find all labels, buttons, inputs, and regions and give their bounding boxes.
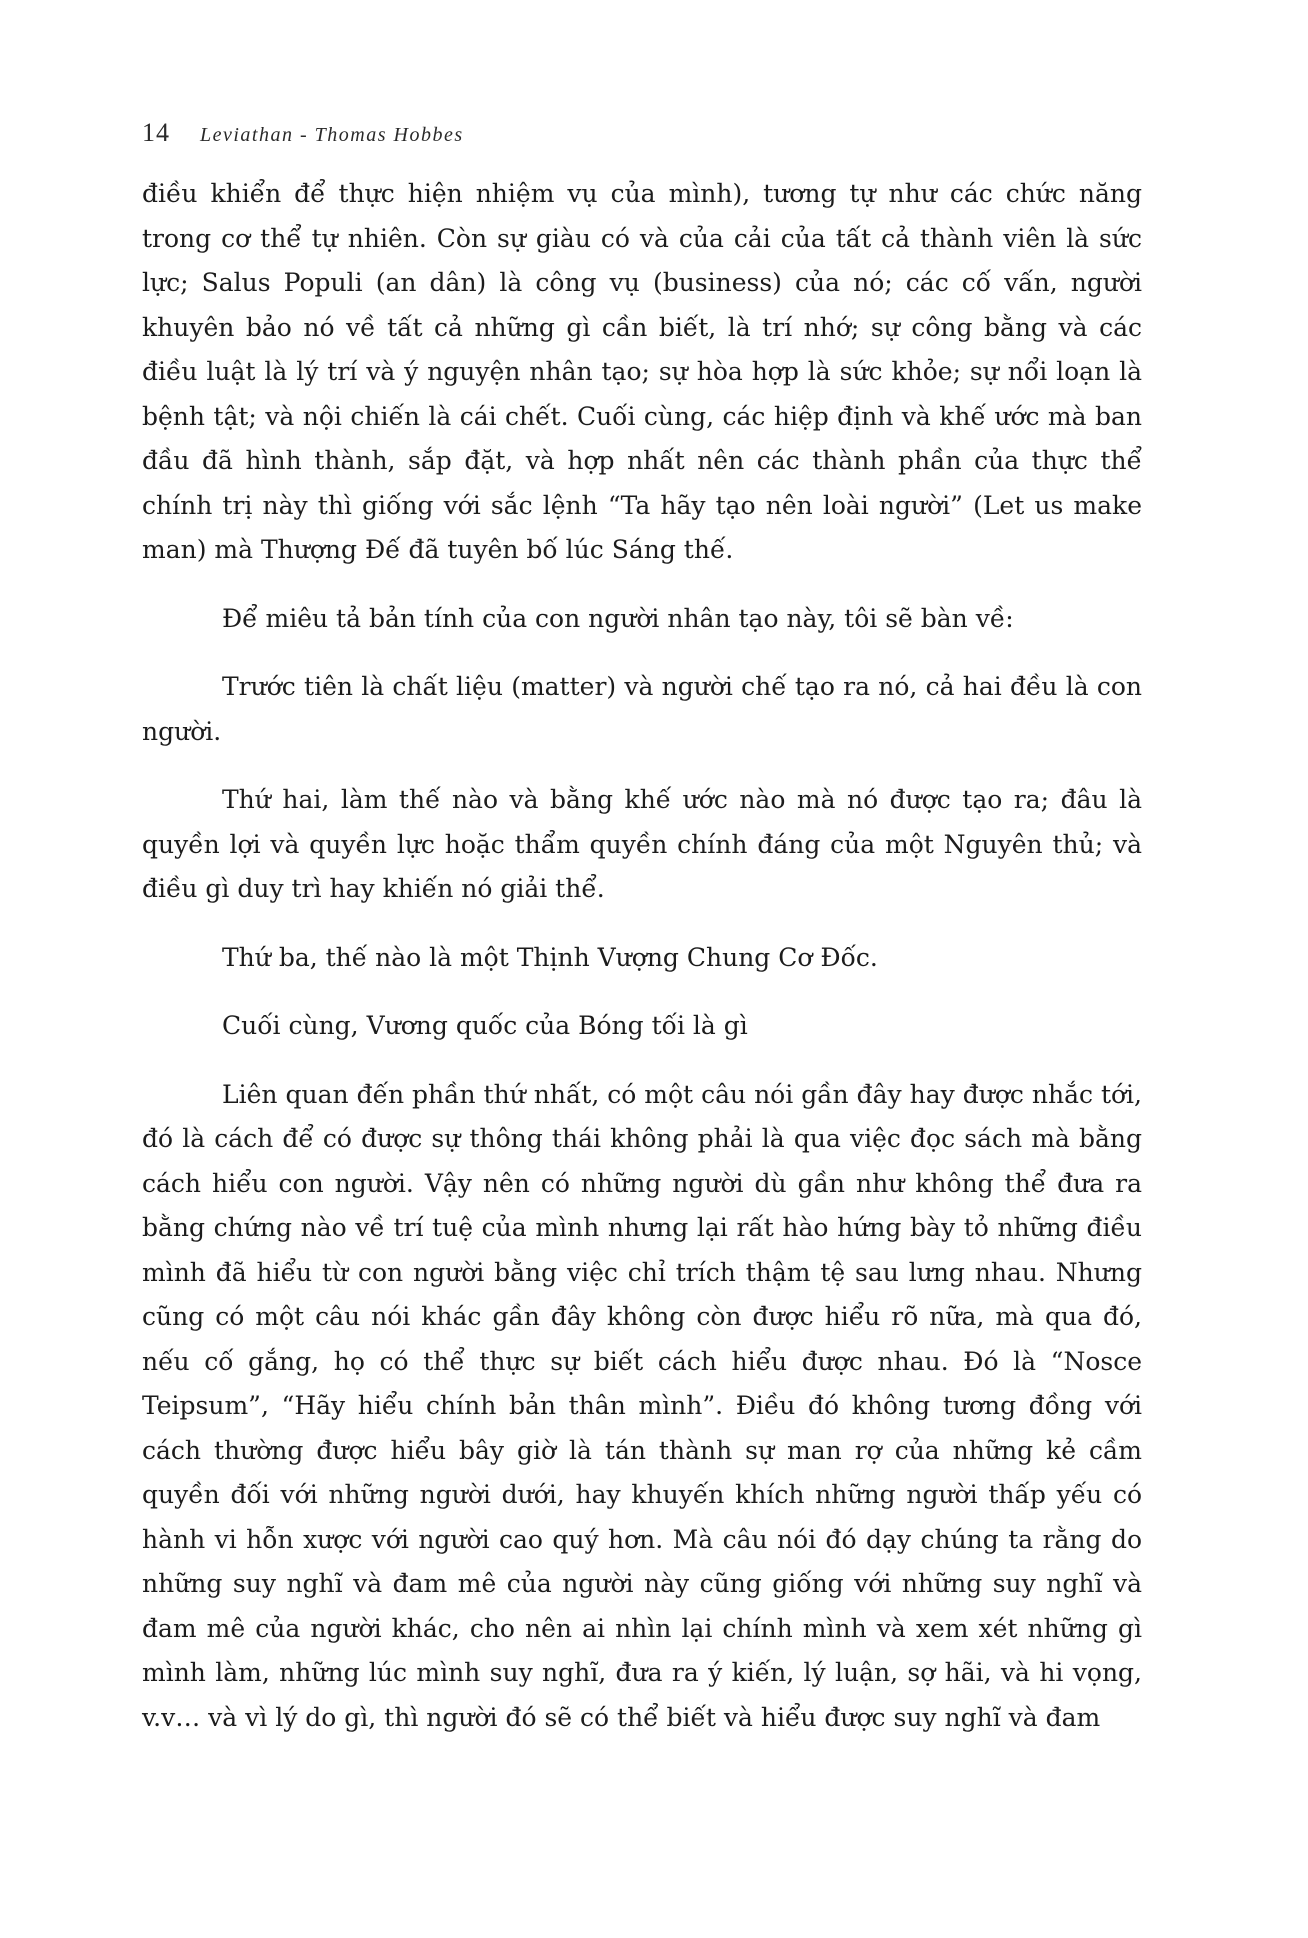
paragraph-first-part: Trước tiên là chất liệu (matter) và người chế tạo ra nó, cả hai đều là con người. — [142, 672, 1142, 746]
paragraph-second-part: Thứ hai, làm thế nào và bằng khế ước nào mà nó được tạo ra; đâu là quyền lợi và quyền lực hoặc thẩm quyền chính đáng của một Nguyên thủ; và điều gì duy trì hay khiến nó giải thể. — [142, 785, 1142, 903]
paragraph-third-part: Thứ ba, thế nào là một Thịnh Vượng Chung Cơ Đốc. — [222, 942, 878, 972]
page-number: 14 — [142, 118, 170, 147]
paragraph-intro: Để miêu tả bản tính của con người nhân tạo này, tôi sẽ bàn về: — [222, 603, 1014, 633]
running-title: Leviathan - Thomas Hobbes — [200, 124, 464, 146]
running-header — [142, 118, 464, 158]
paragraph-discussion: Liên quan đến phần thứ nhất, có một câu nói gần đây hay được nhắc tới, đó là cách để có được sự thông thái không phải là qua việc đọc sách mà bằng cách hiểu con người. Vậy nên có những người dù gần như không thể đưa ra bằng chứng nào về trí tuệ của mình nhưng lại rất hào hứng bày tỏ những điều mình đã hiểu từ con người bằng việc chỉ trích thậm tệ sau lưng nhau. Nhưng cũng có một câu nói khác gần đây không còn được hiểu rõ nữa, mà qua đó, nếu cố gắng, họ có thể thực sự biết cách hiểu được nhau. Đó là “Nosce Teipsum”, “Hãy hiểu chính bản thân mình”. Điều đó không tương đồng với cách thường được hiểu bây giờ là tán thành sự man rợ của những kẻ cầm quyền đối với những người dưới, hay khuyến khích những người thấp yếu có hành vi hỗn xược với người cao quý hơn. Mà câu nói đó dạy chúng ta rằng do những suy nghĩ và đam mê của người này cũng giống với những suy nghĩ và đam mê của người khác, cho nên ai nhìn lại chính mình và xem xét những gì mình làm, những lúc mình suy nghĩ, đưa ra ý kiến, lý luận, sợ hãi, và hi vọng, v.v… và vì lý do gì, thì người đó sẽ có thể biết và hiểu được suy nghĩ và đam — [142, 1079, 1142, 1732]
body-text — [142, 172, 1142, 1740]
paragraph-continued: điều khiển để thực hiện nhiệm vụ của mình), tương tự như các chức năng trong cơ thể tự nhiên. Còn sự giàu có và của cải của tất cả thành viên là sức lực; Salus Populi (an dân) là công vụ (business) của nó; các cố vấn, người khuyên bảo nó về tất cả những gì cần biết, là trí nhớ; sự công bằng và các điều luật là lý trí và ý nguyện nhân tạo; sự hòa hợp là sức khỏe; sự nổi loạn là bệnh tật; và nội chiến là cái chết. Cuối cùng, các hiệp định và khế ước mà ban đầu đã hình thành, sắp đặt, và hợp nhất nên các thành phần của thực thể chính trị này thì giống với sắc lệnh “Ta hãy tạo nên loài người” (Let us make man) mà Thượng Đế đã tuyên bố lúc Sáng thế. — [142, 179, 1142, 564]
paragraph-last-part: Cuối cùng, Vương quốc của Bóng tối là gì — [222, 1011, 748, 1040]
